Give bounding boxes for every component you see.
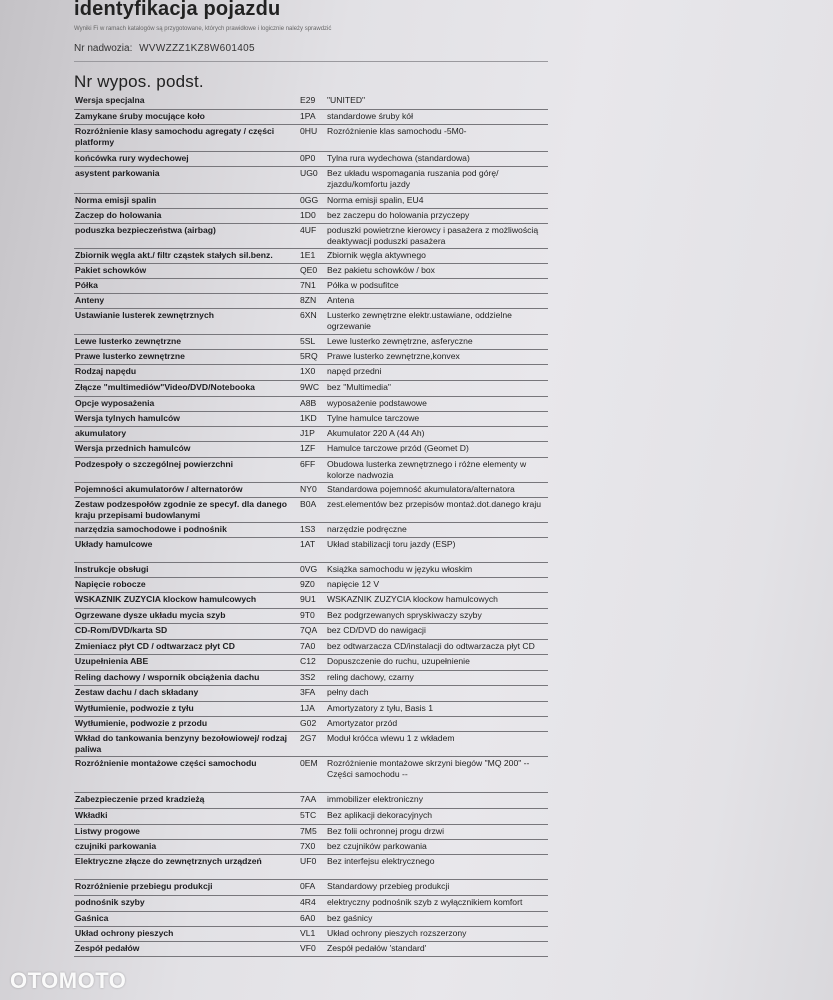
- table-row: [74, 880, 548, 896]
- equipment-label: Zamykane śruby mocujące koło: [75, 111, 205, 121]
- equipment-description: Półka w podsufitce: [327, 280, 399, 290]
- table-row: [74, 793, 548, 809]
- equipment-code: 4UF: [300, 225, 317, 235]
- equipment-label: Gaśnica: [75, 913, 109, 923]
- equipment-label: Wkład do tankowania benzyny bezołowiowej/ rodzaj paliwa: [75, 733, 288, 754]
- equipment-label: Wkładki: [75, 810, 108, 820]
- equipment-label: Lewe lusterko zewnętrzne: [75, 336, 182, 346]
- equipment-label: Elektryczne złącze do zewnętrznych urządzeń: [75, 856, 262, 866]
- equipment-description: pełny dach: [327, 687, 369, 697]
- equipment-description: Lusterko zewnętrzne elektr.ustawiane, oddzielne ogrzewanie: [327, 310, 512, 331]
- equipment-label: Rozróżnienie przebiegu produkcji: [75, 881, 213, 891]
- equipment-label: Układy hamulcowe: [75, 539, 153, 549]
- vin-line: [74, 43, 255, 54]
- page-title: identyfikacja pojazdu: [74, 0, 281, 20]
- table-row: [74, 757, 548, 793]
- equipment-description: Lewe lusterko zewnętrzne, asferyczne: [327, 336, 473, 346]
- table-row: [74, 209, 548, 224]
- table-row: [74, 912, 548, 927]
- table-row: [74, 896, 548, 912]
- equipment-description: Hamulce tarczowe przód (Geomet D): [327, 443, 469, 453]
- equipment-description: Standardowa pojemność akumulatora/alternatora: [327, 484, 515, 494]
- equipment-label: Ogrzewane dysze układu mycia szyb: [75, 610, 226, 620]
- equipment-description: Zespół pedałów 'standard': [327, 943, 427, 953]
- equipment-code: 7M5: [300, 826, 317, 836]
- equipment-description: standardowe śruby kół: [327, 111, 413, 121]
- table-row: [74, 442, 548, 458]
- table-row: [74, 686, 548, 702]
- equipment-description: napięcie 12 V: [327, 579, 380, 589]
- equipment-label: Wersja przednich hamulców: [75, 443, 191, 453]
- equipment-description: WSKAZNIK ZUZYCIA klockow hamulcowych: [327, 594, 498, 604]
- divider: [74, 61, 548, 62]
- disclaimer-note: Wyniki Fi w ramach katalogów są przygotowane, których prawidłowe i logicznie należy sprawdzić: [74, 26, 332, 32]
- equipment-description: Standardowy przebieg produkcji: [327, 881, 450, 891]
- equipment-code: G02: [300, 718, 317, 728]
- equipment-code: 6A0: [300, 913, 316, 923]
- equipment-code: 2G7: [300, 733, 317, 743]
- table-row: [74, 498, 548, 523]
- equipment-description: "UNITED": [327, 95, 366, 105]
- equipment-label: Półka: [75, 280, 98, 290]
- equipment-code: 9U1: [300, 594, 316, 604]
- equipment-description: Książka samochodu w języku włoskim: [327, 564, 473, 574]
- equipment-code: UG0: [300, 168, 318, 178]
- equipment-code: VF0: [300, 943, 316, 953]
- equipment-description: Moduł króćca wlewu 1 z wkładem: [327, 733, 455, 743]
- equipment-description: Akumulator 220 A (44 Ah): [327, 428, 425, 438]
- table-row: [74, 840, 548, 855]
- equipment-label: Reling dachowy / wspornik obciążenia dachu: [75, 672, 260, 682]
- equipment-description: Rozróżnienie montażowe skrzyni biegów "MQ 200" -- Części samochodu --: [327, 758, 530, 779]
- equipment-label: akumulatory: [75, 428, 127, 438]
- equipment-code: 1E1: [300, 250, 316, 260]
- table-row: [74, 167, 548, 194]
- table-row: [74, 671, 548, 686]
- equipment-code: VL1: [300, 928, 316, 938]
- equipment-code: 1AT: [300, 539, 316, 549]
- equipment-description: Obudowa lusterka zewnętrznego i różne elementy w kolorze nadwozia: [327, 459, 527, 480]
- table-row: [74, 350, 548, 365]
- equipment-label: Instrukcje obsługi: [75, 564, 149, 574]
- equipment-description: bez zaczepu do holowania przyczepy: [327, 210, 470, 220]
- equipment-label: Zbiornik węgla akt./ filtr cząstek stałych sil.benz.: [75, 250, 273, 260]
- equipment-code: 5RQ: [300, 351, 318, 361]
- table-row: [74, 365, 548, 381]
- equipment-label: Zestaw podzespołów zgodnie ze specyf. dla danego kraju przepisami budowlanymi: [75, 499, 288, 520]
- equipment-label: Złącze "multimediów"Video/DVD/Notebooka: [75, 382, 255, 392]
- equipment-description: Bez aplikacji dekoracyjnych: [327, 810, 433, 820]
- equipment-label: Opcje wyposażenia: [75, 398, 155, 408]
- equipment-label: Uzupełnienia ABE: [75, 656, 149, 666]
- equipment-label: Napięcie robocze: [75, 579, 146, 589]
- equipment-description: bez gaśnicy: [327, 913, 373, 923]
- equipment-description: Bez podgrzewanych spryskiwaczy szyby: [327, 610, 482, 620]
- table-row: [74, 412, 548, 427]
- table-row: [74, 152, 548, 167]
- equipment-code: 1JA: [300, 703, 315, 713]
- equipment-code: 4R4: [300, 897, 316, 907]
- equipment-label: Zmieniacz płyt CD / odtwarzacz płyt CD: [75, 641, 235, 651]
- equipment-code: UF0: [300, 856, 317, 866]
- equipment-description: Zbiornik węgla aktywnego: [327, 250, 426, 260]
- equipment-code: 0EM: [300, 758, 318, 768]
- equipment-label: asystent parkowania: [75, 168, 160, 178]
- equipment-description: bez "Multimedia": [327, 382, 391, 392]
- table-row: [74, 563, 548, 578]
- equipment-code: 0HU: [300, 126, 318, 136]
- equipment-code: 6FF: [300, 459, 316, 469]
- equipment-code: 1D0: [300, 210, 316, 220]
- equipment-label: WSKAZNIK ZUZYCIA klockow hamulcowych: [75, 594, 257, 604]
- table-row: [74, 655, 548, 671]
- equipment-label: Listwy progowe: [75, 826, 140, 836]
- equipment-code: 3S2: [300, 672, 316, 682]
- equipment-label: Wytłumienie, podwozie z przodu: [75, 718, 208, 728]
- equipment-code: 1PA: [300, 111, 316, 121]
- equipment-label: Pojemności akumulatorów / alternatorów: [75, 484, 243, 494]
- equipment-label: narzędzia samochodowe i podnośnik: [75, 524, 227, 534]
- equipment-description: bez odtwarzacza CD/instalacji do odtwarzacza płyt CD: [327, 641, 535, 651]
- equipment-code: 7AA: [300, 794, 317, 804]
- table-row: [74, 249, 548, 264]
- equipment-description: narzędzie podręczne: [327, 524, 407, 534]
- equipment-code: 5SL: [300, 336, 316, 346]
- table-row: [74, 809, 548, 825]
- equipment-description: Bez folii ochronnej progu drzwi: [327, 826, 445, 836]
- table-row: [74, 624, 548, 640]
- equipment-label: Wersja tylnych hamulców: [75, 413, 180, 423]
- equipment-code: 9T0: [300, 610, 315, 620]
- equipment-description: zest.elementów bez przepisów montaż.dot.danego kraju: [327, 499, 542, 509]
- table-row: [74, 309, 548, 335]
- equipment-description: Rozróżnienie klas samochodu -5M0-: [327, 126, 467, 136]
- equipment-label: Rozróżnienie montażowe części samochodu: [75, 758, 257, 768]
- table-row: [74, 397, 548, 412]
- equipment-code: 1X0: [300, 366, 316, 376]
- equipment-label: Podzespoły o szczególnej powierzchni: [75, 459, 234, 469]
- table-row: [74, 427, 548, 442]
- table-row: [74, 825, 548, 840]
- table-row: [74, 927, 548, 942]
- equipment-label: poduszka bezpieczeństwa (airbag): [75, 225, 216, 235]
- table-row: [74, 335, 548, 350]
- equipment-description: Norma emisji spalin, EU4: [327, 195, 424, 205]
- equipment-label: Anteny: [75, 295, 105, 305]
- equipment-code: A8B: [300, 398, 317, 408]
- table-row: [74, 194, 548, 209]
- equipment-code: 0VG: [300, 564, 318, 574]
- equipment-description: bez CD/DVD do nawigacji: [327, 625, 426, 635]
- equipment-label: podnośnik szyby: [75, 897, 145, 907]
- equipment-code: 8ZN: [300, 295, 317, 305]
- equipment-label: Rodzaj napędu: [75, 366, 137, 376]
- equipment-code: E29: [300, 95, 316, 105]
- equipment-code: 7QA: [300, 625, 318, 635]
- equipment-code: 6XN: [300, 310, 317, 320]
- equipment-code: B0A: [300, 499, 317, 509]
- equipment-table: [74, 94, 548, 957]
- equipment-code: QE0: [300, 265, 318, 275]
- equipment-description: Tylne hamulce tarczowe: [327, 413, 420, 423]
- equipment-code: C12: [300, 656, 316, 666]
- equipment-code: 0FA: [300, 881, 316, 891]
- table-row: [74, 125, 548, 152]
- equipment-label: Zabezpieczenie przed kradzieżą: [75, 794, 205, 804]
- table-row: [74, 224, 548, 249]
- equipment-description: Bez interfejsu elektrycznego: [327, 856, 435, 866]
- table-row: [74, 640, 548, 655]
- equipment-label: Wersja specjalna: [75, 95, 145, 105]
- equipment-label: Zespół pedałów: [75, 943, 140, 953]
- equipment-description: Bez układu wspomagania ruszania pod górę/ zjazdu/komfortu jazdy: [327, 168, 499, 189]
- vin-label: Nr nadwozia:: [74, 43, 133, 54]
- vin-value: WVWZZZ1KZ8W601405: [139, 43, 255, 54]
- equipment-code: NY0: [300, 484, 317, 494]
- equipment-label: Wytłumienie, podwozie z tyłu: [75, 703, 194, 713]
- table-row: [74, 942, 548, 957]
- equipment-code: 1S3: [300, 524, 316, 534]
- equipment-description: Amortyzatory z tyłu, Basis 1: [327, 703, 434, 713]
- equipment-code: 9WC: [300, 382, 320, 392]
- equipment-description: napęd przedni: [327, 366, 382, 376]
- equipment-description: Tylna rura wydechowa (standardowa): [327, 153, 470, 163]
- equipment-code: 1ZF: [300, 443, 316, 453]
- equipment-description: immobilizer elektroniczny: [327, 794, 423, 804]
- equipment-description: Bez pakietu schowków / box: [327, 265, 435, 275]
- table-row: [74, 609, 548, 624]
- equipment-label: Zestaw dachu / dach składany: [75, 687, 199, 697]
- table-row: [74, 110, 548, 125]
- equipment-description: Układ ochrony pieszych rozszerzony: [327, 928, 467, 938]
- equipment-code: 3FA: [300, 687, 316, 697]
- equipment-description: poduszki powietrzne kierowcy i pasażera z możliwością deaktywacji poduszki pasażera: [327, 225, 539, 246]
- equipment-label: Rozróżnienie klasy samochodu agregaty / części platformy: [75, 126, 275, 147]
- equipment-label: CD-Rom/DVD/karta SD: [75, 625, 168, 635]
- equipment-code: 7N1: [300, 280, 316, 290]
- equipment-code: 0P0: [300, 153, 316, 163]
- equipment-code: 1KD: [300, 413, 317, 423]
- equipment-description: wyposażenie podstawowe: [327, 398, 427, 408]
- equipment-label: końcówka rury wydechowej: [75, 153, 189, 163]
- table-row: [74, 578, 548, 593]
- equipment-code: 5TC: [300, 810, 317, 820]
- equipment-label: Norma emisji spalin: [75, 195, 157, 205]
- table-row: [74, 538, 548, 563]
- table-row: [74, 483, 548, 498]
- equipment-description: Prawe lusterko zewnętrzne,konvex: [327, 351, 460, 361]
- table-row: [74, 523, 548, 538]
- table-row: [74, 855, 548, 880]
- equipment-code: J1P: [300, 428, 315, 438]
- equipment-code: 0GG: [300, 195, 319, 205]
- equipment-description: Układ stabilizacji toru jazdy (ESP): [327, 539, 456, 549]
- equipment-description: Amortyzator przód: [327, 718, 398, 728]
- equipment-description: Dopuszczenie do ruchu, uzupełnienie: [327, 656, 470, 666]
- equipment-label: Ustawianie lusterek zewnętrznych: [75, 310, 214, 320]
- equipment-description: elektryczny podnośnik szyb z wyłącznikiem komfort: [327, 897, 523, 907]
- equipment-description: bez czujników parkowania: [327, 841, 427, 851]
- table-row: [74, 593, 548, 609]
- table-row: [74, 94, 548, 110]
- equipment-description: reling dachowy, czarny: [327, 672, 414, 682]
- table-row: [74, 279, 548, 294]
- table-row: [74, 717, 548, 732]
- table-row: [74, 381, 548, 397]
- equipment-label: Układ ochrony pieszych: [75, 928, 174, 938]
- watermark-logo: OTOMOTO: [10, 968, 127, 993]
- table-row: [74, 732, 548, 757]
- equipment-label: czujniki parkowania: [75, 841, 157, 851]
- equipment-label: Prawe lusterko zewnętrzne: [75, 351, 185, 361]
- table-row: [74, 458, 548, 483]
- equipment-code: 7X0: [300, 841, 316, 851]
- equipment-code: 7A0: [300, 641, 316, 651]
- equipment-code: 9Z0: [300, 579, 315, 589]
- equipment-label: Zaczep do holowania: [75, 210, 162, 220]
- equipment-description: Antena: [327, 295, 355, 305]
- section-title: Nr wypos. podst.: [74, 72, 204, 91]
- table-row: [74, 294, 548, 309]
- equipment-label: Pakiet schowków: [75, 265, 147, 275]
- table-row: [74, 702, 548, 717]
- table-row: [74, 264, 548, 279]
